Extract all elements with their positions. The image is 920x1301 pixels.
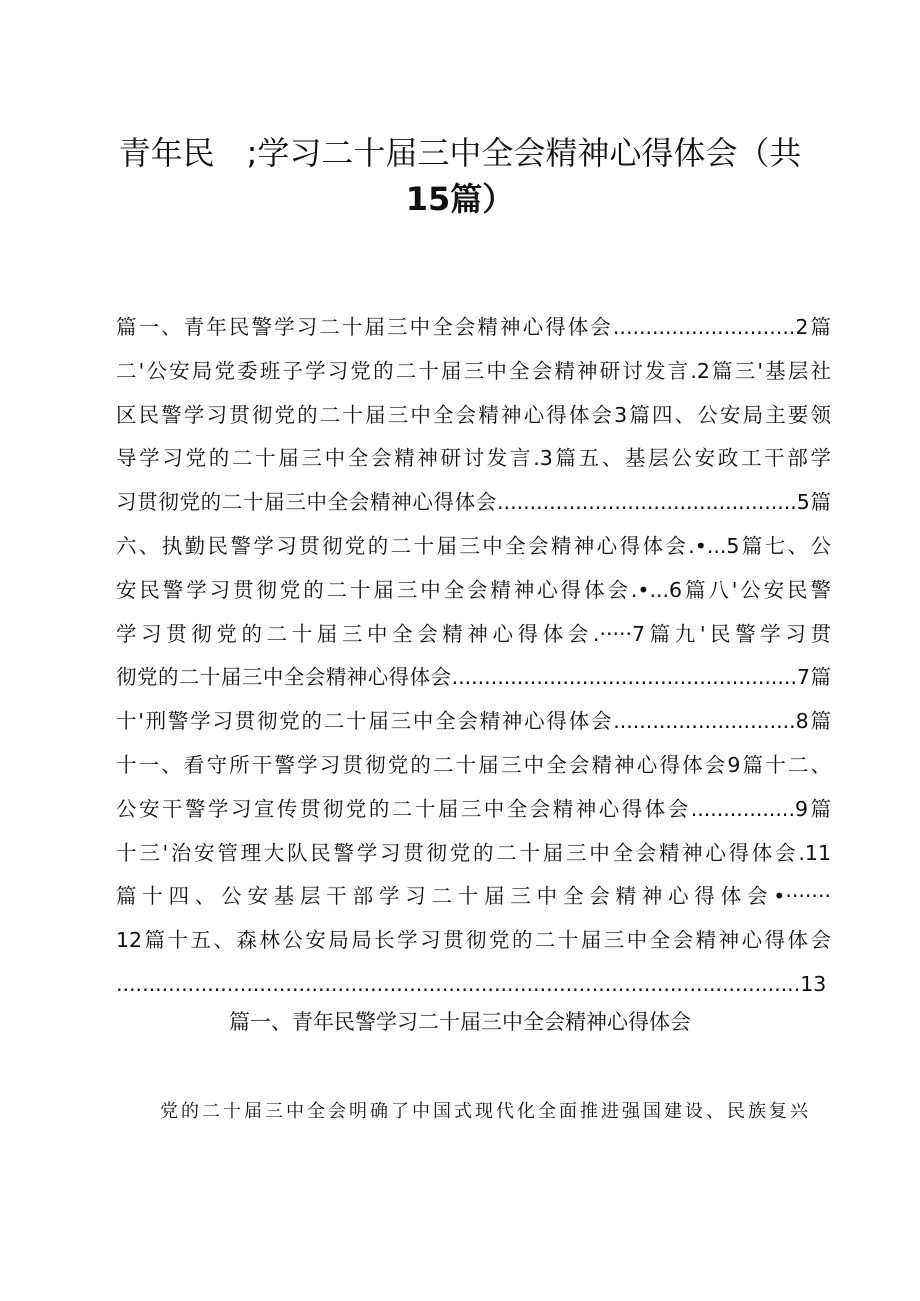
section-heading: 篇一、青年民警学习二十届三中全会精神心得体会: [229, 1010, 691, 1034]
toc-line: 彻党的二十届三中全会精神心得体会.....................................................7篇: [116, 665, 831, 690]
toc-line: 二'公安局党委班子学习党的二十届三中全会精神研讨发言.2篇三'基层社: [116, 358, 831, 383]
toc-line: 习贯彻党的二十届三中全会精神心得体会..............................................5篇: [116, 490, 831, 515]
toc-line: 十三'治安管理大队民警学习贯彻党的二十届三中全会精神心得体会.11: [116, 840, 831, 865]
document-title: [0, 130, 920, 222]
table-of-contents: [116, 306, 831, 1007]
toc-line: 公安干警学习宣传贯彻党的二十届三中全会精神心得体会................9篇: [116, 796, 831, 821]
title-line-2: 15篇）: [405, 180, 515, 218]
toc-line: 篇十四、公安基层干部学习二十届三中全会精神心得体会•·······: [116, 884, 831, 909]
toc-line: .........................................................................................................13: [116, 971, 827, 996]
toc-line: 12篇十五、森林公安局局长学习贯彻党的二十届三中全会精神心得体会: [116, 928, 831, 953]
toc-line: 区民警学习贯彻党的二十届三中全会精神心得体会3篇四、公安局主要领: [116, 402, 831, 427]
toc-line: 导学习党的二十届三中全会精神研讨发言.3篇五、基层公安政工干部学: [116, 446, 831, 471]
toc-line: 十'刑警学习贯彻党的二十届三中全会精神心得体会............................8篇: [116, 709, 831, 734]
toc-line: 六、执勤民警学习贯彻党的二十届三中全会精神心得体会.•...5篇七、公: [116, 533, 831, 558]
toc-line: 篇一、青年民警学习二十届三中全会精神心得体会............................2篇: [116, 315, 831, 339]
toc-line: 学习贯彻党的二十届三中全会精神心得体会.·····7篇九'民警学习贯: [116, 621, 831, 646]
toc-line: 安民警学习贯彻党的二十届三中全会精神心得体会.•...6篇八'公安民警: [116, 577, 831, 602]
title-line-1: 青年民 ;学习二十届三中全会精神心得体会（共: [118, 134, 802, 172]
toc-line: 十一、看守所干警学习贯彻党的二十届三中全会精神心得体会9篇十二、: [116, 752, 831, 777]
body-paragraph: 党的二十届三中全会明确了中国式现代化全面推进强国建设、民族复兴: [160, 1101, 811, 1122]
